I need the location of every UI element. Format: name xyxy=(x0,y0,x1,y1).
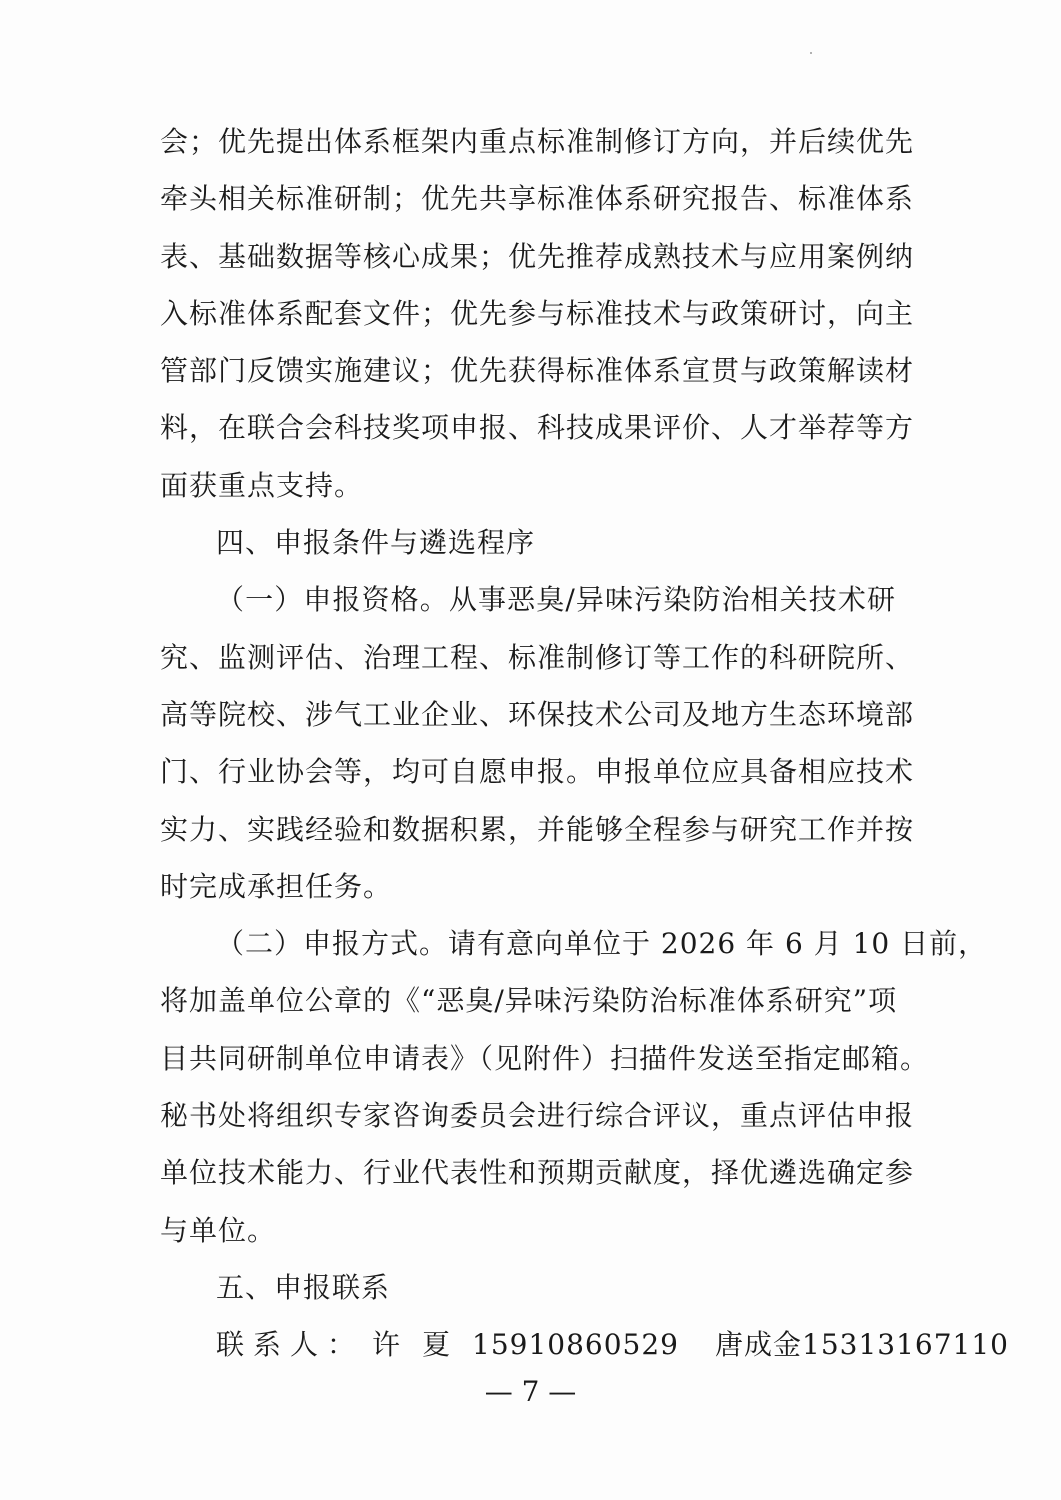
page-number: — 7 — xyxy=(484,1375,577,1408)
paragraph-line: 目共同研制单位申请表》（见附件）扫描件发送至指定邮箱。 xyxy=(160,1041,930,1075)
contact-person-2-phone: 15313167110 xyxy=(802,1328,1009,1362)
contact-label: 联系人： xyxy=(216,1328,365,1362)
paragraph-line: 会；优先提出体系框架内重点标准制修订方向，并后续优先 xyxy=(160,125,915,158)
contact-line xyxy=(160,1316,1009,1373)
paragraph-line: 单位技术能力、行业代表性和预期贡献度，择优遴选确定参 xyxy=(160,1156,915,1190)
paragraph-line: 高等院校、涉气工业企业、环保技术公司及地方生态环境部 xyxy=(160,697,915,731)
paragraph-line: 牵头相关标准研制；优先共享标准体系研究报告、标准体系 xyxy=(160,182,915,216)
section-heading-4: 四、申报条件与遴选程序 xyxy=(216,526,536,560)
contact-person-2-name: 唐成金 xyxy=(715,1328,803,1362)
paragraph-line: 实力、实践经验和数据积累，并能够全程参与研究工作并按 xyxy=(160,812,915,846)
paragraph-line: 时完成承担任务。 xyxy=(160,869,393,903)
paragraph-line: 入标准体系配套文件；优先参与标准技术与政策研讨，向主 xyxy=(160,296,915,330)
section-heading-5: 五、申报联系 xyxy=(216,1270,391,1304)
document-body xyxy=(160,113,1009,1374)
paragraph-line: 表、基础数据等核心成果；优先推荐成熟技术与应用案例纳 xyxy=(160,239,915,273)
paragraph-line: 秘书处将组织专家咨询委员会进行综合评议，重点评估申报 xyxy=(160,1099,915,1133)
paragraph-line: 将加盖单位公章的《“恶臭/异味污染防治标准体系研究”项 xyxy=(160,984,898,1018)
paragraph-line: 料，在联合会科技奖项申报、科技成果评价、人才举荐等方 xyxy=(160,411,915,445)
contact-person-1-name: 许夏 xyxy=(372,1328,473,1362)
paragraph-line: 门、行业协会等，均可自愿申报。申报单位应具备相应技术 xyxy=(160,755,915,789)
paragraph-line: （二）申报方式。请有意向单位于 2026 年 6 月 10 日前， xyxy=(216,927,988,961)
contact-person-1-phone: 15910860529 xyxy=(472,1328,679,1362)
paragraph-line: 面获重点支持。 xyxy=(160,468,364,502)
scan-speck xyxy=(810,52,812,54)
paragraph-line: 与单位。 xyxy=(160,1213,277,1247)
paragraph-line: （一）申报资格。从事恶臭/异味污染防治相关技术研 xyxy=(216,583,896,617)
paragraph-line: 管部门反馈实施建议；优先获得标准体系宣贯与政策解读材 xyxy=(160,354,915,388)
paragraph-line: 究、监测评估、治理工程、标准制修订等工作的科研院所、 xyxy=(160,640,915,674)
